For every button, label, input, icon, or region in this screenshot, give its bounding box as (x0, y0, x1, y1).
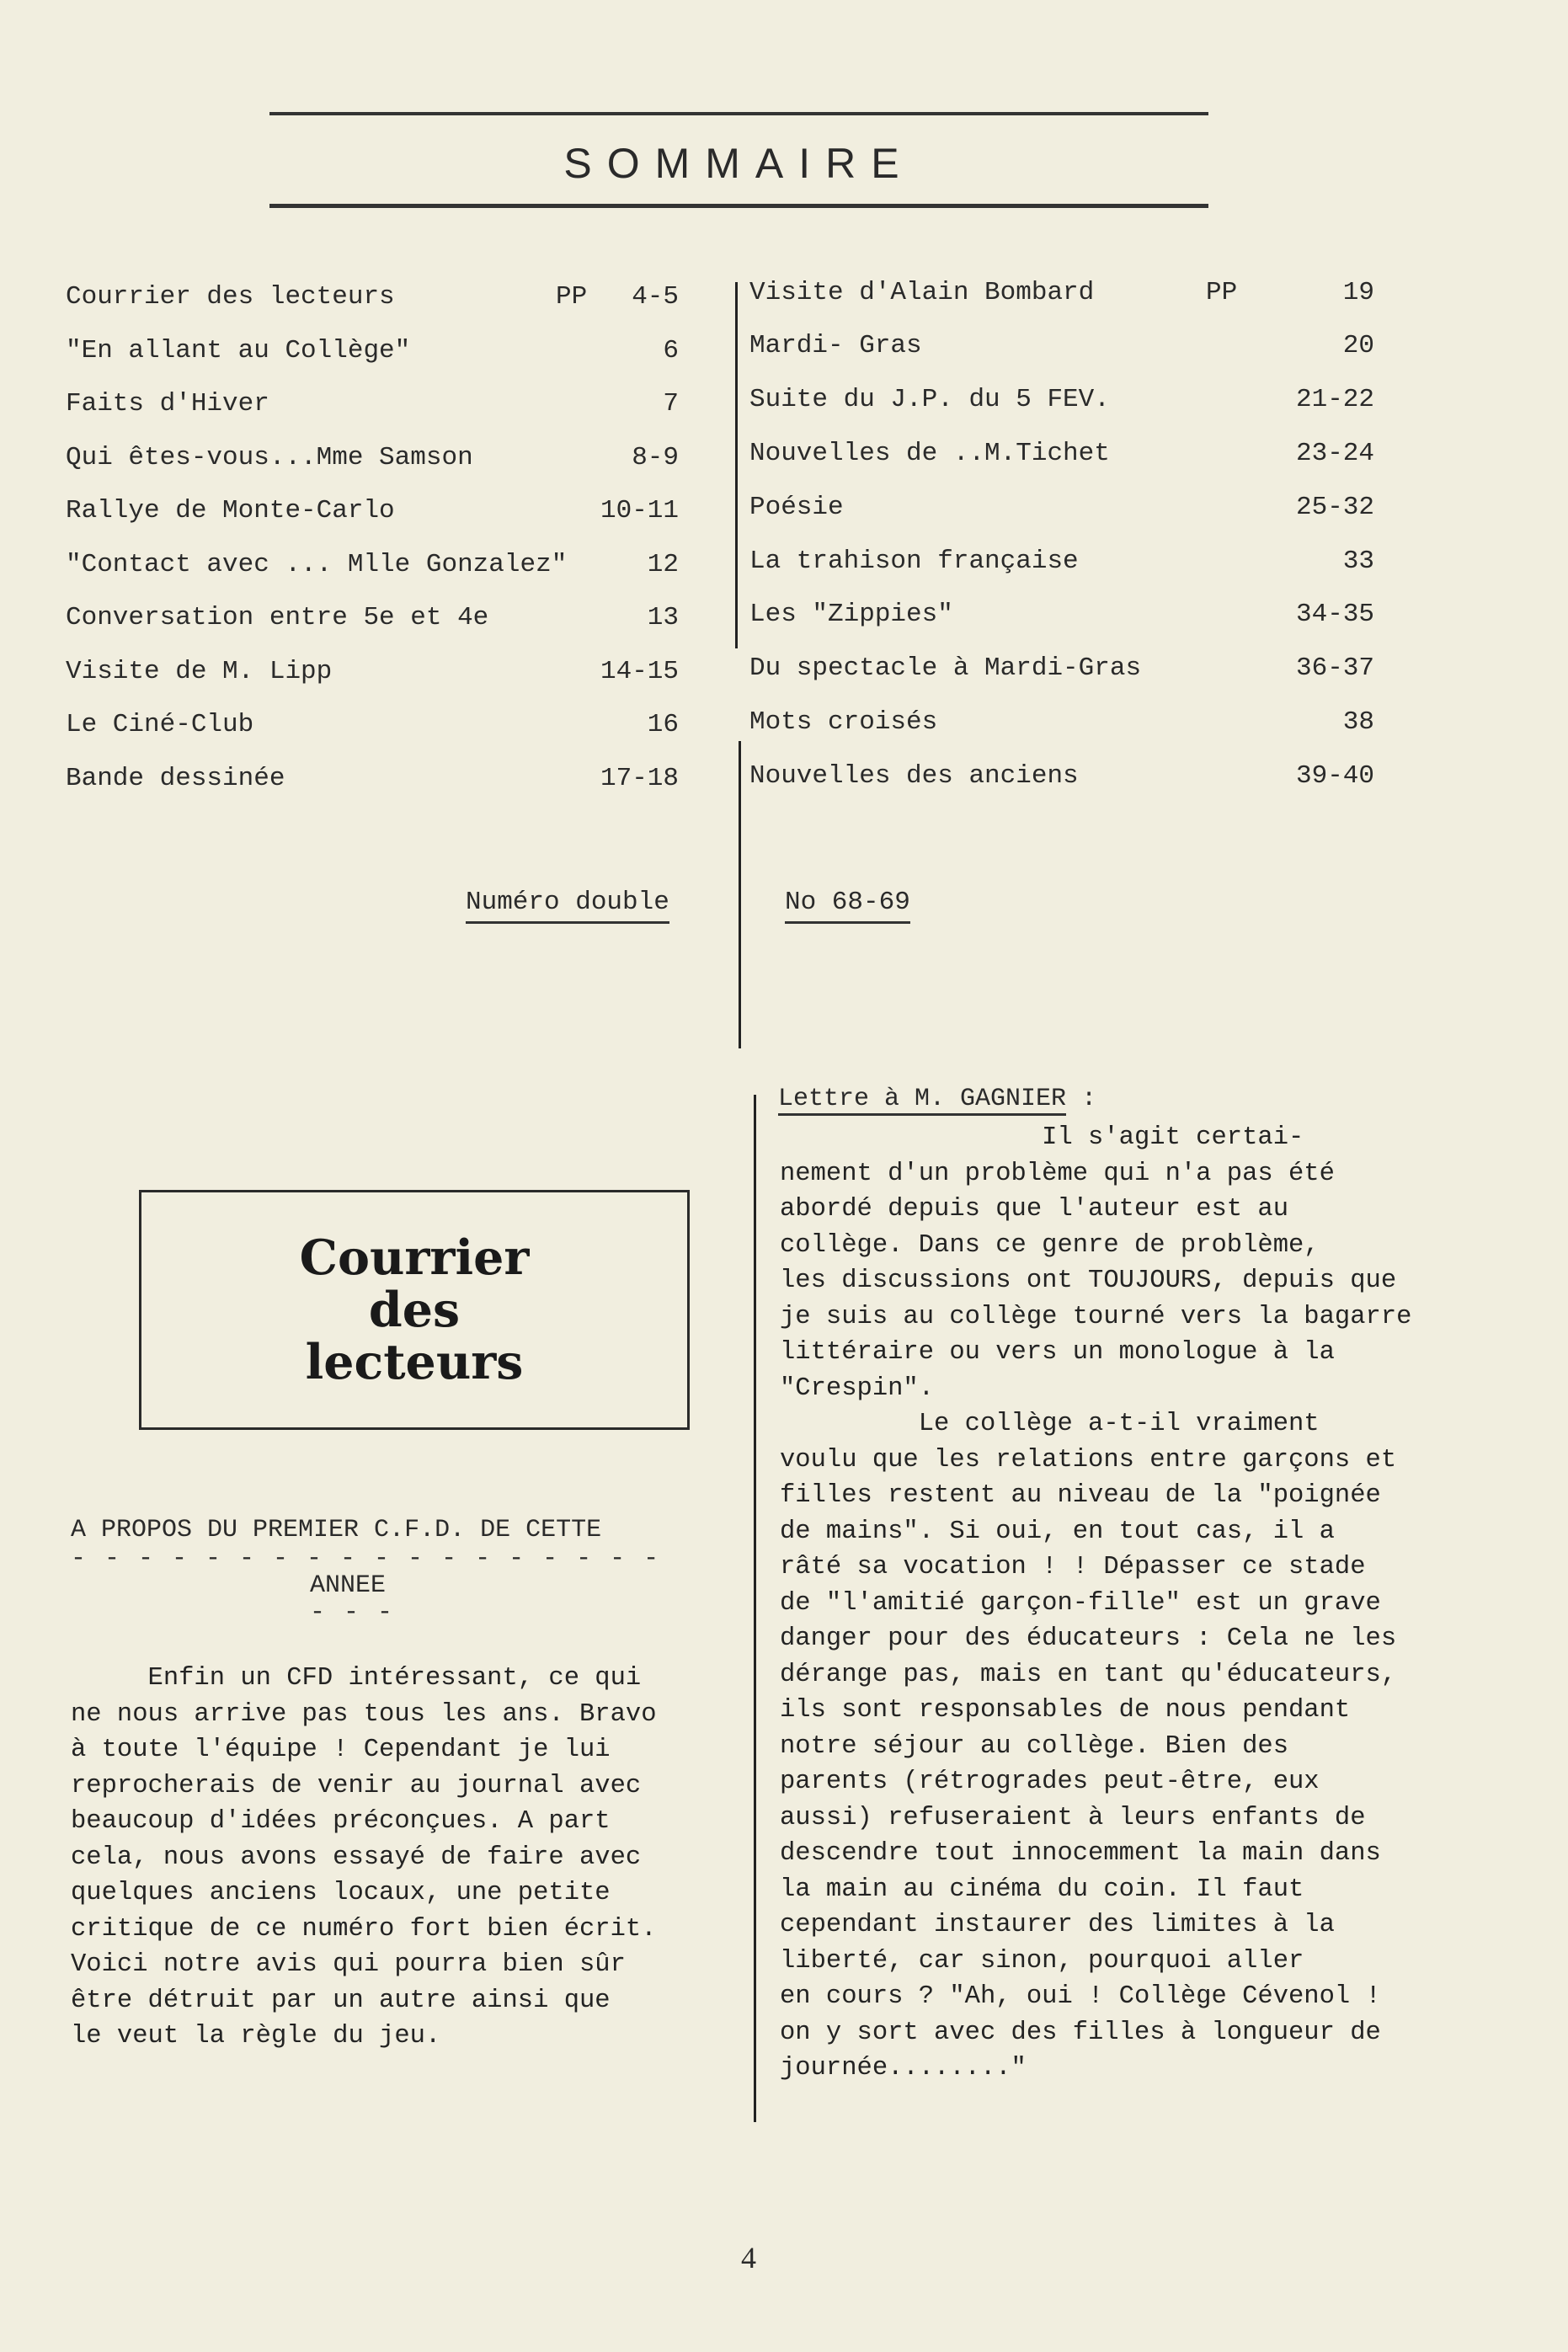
page-title: SOMMAIRE (563, 140, 915, 187)
toc-entry-title: Faits d'Hiver (66, 389, 269, 419)
toc-entry-page: 4-5 (632, 282, 679, 312)
toc-entry-pp: PP (556, 282, 588, 312)
toc-entry-title: "En allant au Collège" (66, 336, 411, 365)
box-title-line: lecteurs (305, 1333, 524, 1390)
toc-entry (749, 379, 1374, 421)
toc-entry (66, 651, 679, 693)
toc-entry-page: 23-24 (1295, 439, 1374, 468)
toc-entry-page: 8-9 (632, 443, 679, 472)
toc-entry (749, 594, 1374, 636)
box-title-line: Courrier (299, 1229, 530, 1286)
toc-entry (749, 433, 1374, 475)
title-bottom-rule (269, 204, 1208, 208)
toc-entry (66, 437, 679, 479)
toc-entry-title: Nouvelles de ..M.Tichet (749, 439, 1110, 468)
toc-entry-title: Rallye de Monte-Carlo (66, 496, 395, 525)
toc-entry-pp: PP (1206, 278, 1238, 307)
toc-entry-title: Conversation entre 5e et 4e (66, 603, 489, 632)
toc-entry-title: Bande dessinée (66, 764, 285, 793)
toc-entry (749, 325, 1374, 367)
right-article-heading-colon: : (1066, 1085, 1097, 1113)
toc-entry-title: Suite du J.P. du 5 FEV. (749, 385, 1110, 414)
toc-entry (749, 648, 1374, 690)
toc-entry (749, 272, 1374, 314)
left-article-dashes: - - - - - - - - - - - - - - - - - - (71, 1544, 661, 1573)
toc-entry (66, 704, 679, 746)
toc-column-divider-lower (739, 741, 741, 1048)
toc-entry (66, 383, 679, 425)
article-column-divider (754, 1095, 756, 2122)
page-number: 4 (741, 2241, 756, 2275)
toc-entry (66, 758, 679, 800)
toc-entry-page: 39-40 (1295, 761, 1374, 791)
toc-entry-page: 16 (647, 710, 679, 739)
toc-entry-title: "Contact avec ... Mlle Gonzalez" (66, 550, 568, 579)
toc-entry-title: Nouvelles des anciens (749, 761, 1079, 791)
toc-column-divider (735, 282, 738, 648)
toc-entry-page: 21-22 (1295, 385, 1374, 414)
toc-entry-page: 7 (663, 389, 679, 419)
toc-entry-title: Qui êtes-vous...Mme Samson (66, 443, 473, 472)
box-title-line: des (368, 1281, 461, 1338)
toc-entry-title: Les "Zippies" (749, 600, 953, 629)
toc-entry-page: 17-18 (600, 764, 679, 793)
toc-entry-title: Mots croisés (749, 707, 938, 737)
toc-entry-page: 20 (1342, 331, 1374, 360)
left-article-heading: A PROPOS DU PREMIER C.F.D. DE CETTE (71, 1516, 602, 1544)
title-top-rule (269, 112, 1208, 115)
toc-entry-title: Visite de M. Lipp (66, 657, 333, 686)
toc-entry-page: 12 (647, 550, 679, 579)
toc-entry-page: 14-15 (600, 657, 679, 686)
left-article-heading-2: ANNEE (310, 1571, 387, 1600)
toc-entry-page: 34-35 (1295, 600, 1374, 629)
toc-entry-page: 33 (1342, 547, 1374, 576)
courrier-des-lecteurs-title (299, 1229, 530, 1390)
toc-entry (66, 330, 679, 372)
courrier-des-lecteurs-box (139, 1190, 690, 1430)
toc-entry-title: Visite d'Alain Bombard (749, 278, 1095, 307)
toc-entry (749, 701, 1374, 744)
toc-entry-page: 25-32 (1295, 493, 1374, 522)
toc-entry (749, 487, 1374, 529)
left-article-body: Enfin un CFD intéressant, ce qui ne nous arrive pas tous les ans. Bravo à toute l'équipe ! Cependant je lui reprocherais de venir au journal avec beaucoup d'idées préconçues. A part cela, nous avons essayé de faire avec quelques anciens locaux, une petite critique de ce numéro fort bien écrit. Voici notre avis qui pourra bien sûr être détruit par un autre ainsi que le veut la règle du jeu. (71, 1664, 657, 2051)
right-article-body: Il s'agit certai- nement d'un problème qui n'a pas été abordé depuis que l'auteur est au collège. Dans ce genre de problème, les discussions ont TOUJOURS, depuis que je suis au collège tourné vers la bagarre littéraire ou vers un monologue à la "Crespin". Le collège a-t-il vraiment voulu que les relations entre garçons et filles restent au niveau de la "poignée de mains". Si oui, en tout cas, il a râté sa vocation ! ! Dépasser ce stade de "l'amitié garçon-fille" est un grave danger pour des éducateurs : Cela ne les dérange pas, mais en tant qu'éducateurs, ils sont responsables de nous pendant notre séjour au collège. Bien des parents (rétrogrades peut-être, eux aussi) refuseraient à leurs enfants de descendre tout innocemment la main dans la main au cinéma du coin. Il faut cependant instaurer des limites à la liberté, car sinon, pourquoi aller en cours ? "Ah, oui ! Collège Cévenol ! on y sort avec des filles à longueur de journée........" (780, 1123, 1412, 2083)
toc-entry (749, 755, 1374, 797)
issue-number: No 68-69 (785, 884, 910, 924)
right-article-heading: Lettre à M. GAGNIER (778, 1085, 1066, 1116)
toc-entry-title: La trahison française (749, 547, 1079, 576)
left-article-dashes-2: - - - (310, 1598, 395, 1627)
toc-entry (66, 544, 679, 586)
issue-label: Numéro double (466, 884, 669, 924)
toc-entry-page: 19 (1342, 278, 1374, 307)
toc-entry-page: 36-37 (1295, 653, 1374, 683)
toc-entry-page: 6 (663, 336, 679, 365)
toc-entry-page: 13 (647, 603, 679, 632)
toc-entry (749, 541, 1374, 583)
toc-entry (66, 490, 679, 532)
toc-entry-title: Courrier des lecteurs (66, 282, 395, 312)
toc-entry (66, 597, 679, 639)
toc-entry-title: Du spectacle à Mardi-Gras (749, 653, 1142, 683)
toc-entry-title: Mardi- Gras (749, 331, 922, 360)
toc-entry-page: 38 (1342, 707, 1374, 737)
toc-entry (66, 276, 679, 318)
toc-entry-title: Le Ciné-Club (66, 710, 254, 739)
toc-entry-page: 10-11 (600, 496, 679, 525)
toc-entry-title: Poésie (749, 493, 844, 522)
right-article-heading-wrap (778, 1085, 1096, 1113)
